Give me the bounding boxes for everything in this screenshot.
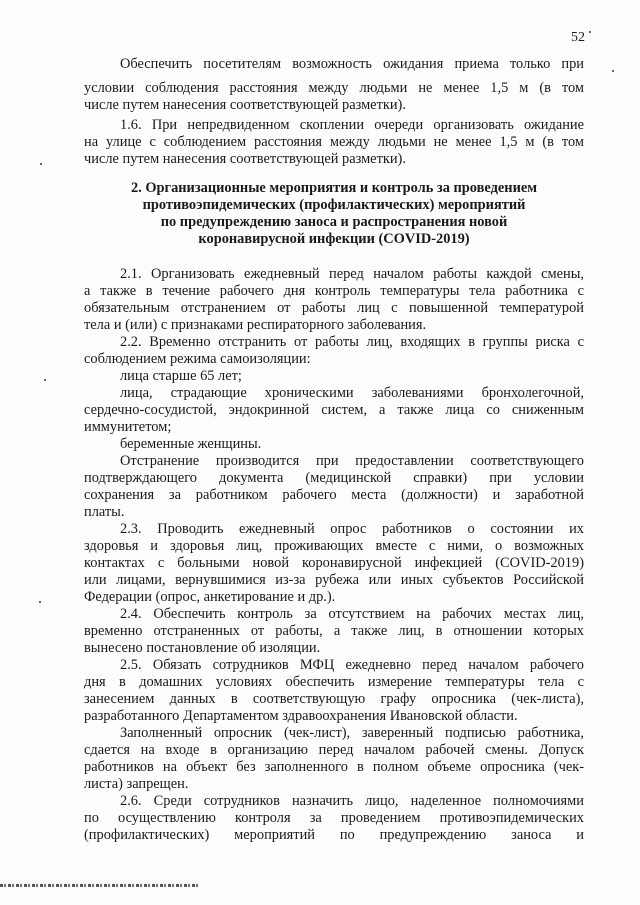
section-heading-line-4: коронавирусной инфекции (COVID-2019)	[198, 231, 470, 247]
text-line: иммунитетом;	[84, 419, 172, 435]
text-line: сердечно-сосудистой, эндокринной систем, а также лица со сниженным	[84, 402, 584, 418]
text-line: 2.1. Организовать ежедневный перед началом работы каждой смены,	[120, 266, 584, 282]
text-line: сохранения за работником рабочего места (должности) и заработной	[84, 487, 584, 503]
page-number: 52	[571, 30, 585, 45]
text-line: лица старше 65 лет;	[120, 368, 242, 384]
text-line: по осуществлению контроля за проведением противоэпидемических	[84, 810, 584, 826]
text-line: контактах с больными новой коронавирусной инфекцией (COVID-2019)	[84, 555, 584, 571]
text-line: 2.3. Проводить ежедневный опрос работников о состоянии их	[120, 521, 584, 537]
section-heading-line-3: по предупреждению заноса и распространения новой	[160, 214, 508, 230]
text-line: листа) запрещен.	[84, 776, 189, 792]
text-line: 2.4. Обеспечить контроль за отсутствием на рабочих местах лиц,	[120, 606, 584, 622]
text-line: 2.2. Временно отстранить от работы лиц, входящих в группы риска с	[120, 334, 584, 350]
text-line: числе путем нанесения соответствующей разметки).	[84, 97, 406, 113]
text-line: условии соблюдения расстояния между людьми не менее 1,5 м (в том	[84, 80, 584, 96]
text-line: Отстранение производится при предоставлении соответствующего	[120, 453, 584, 469]
text-line: Федерации (опрос, анкетирование и др.).	[84, 589, 336, 605]
scan-speck	[612, 70, 614, 72]
text-line: здоровья и здоровья лиц, проживающих вместе с ними, о возможных	[84, 538, 584, 554]
text-line: тела и (или) с признаками респираторного заболевания.	[84, 317, 427, 333]
text-line: соблюдением режима самоизоляции:	[84, 351, 311, 367]
section-heading-line-1: 2. Организационные мероприятия и контроль за проведением	[130, 180, 538, 196]
scan-speck	[40, 163, 42, 165]
text-line: на улице с соблюдением расстояния между людьми не менее 1,5 м (в том	[84, 134, 584, 150]
text-line: разработанного Департаментом здравоохранения Ивановской области.	[84, 708, 518, 724]
text-line: 2.6. Среди сотрудников назначить лицо, наделенное полномочиями	[120, 793, 584, 809]
text-line: беременные женщины.	[120, 436, 262, 452]
text-line: подтверждающего документа (медицинской справки) при условии	[84, 470, 584, 486]
text-line: дня в домашних условиях обеспечить измерение температуры тела с	[84, 674, 584, 690]
text-line: Обеспечить посетителям возможность ожидания приема только при	[120, 56, 584, 72]
text-line: лица, страдающие хроническими заболеваниями бронхолегочной,	[120, 385, 584, 401]
text-line: числе путем нанесения соответствующей разметки).	[84, 151, 406, 167]
text-line: Заполненный опросник (чек-лист), заверенный подписью работника,	[120, 725, 584, 741]
section-heading-line-2: противоэпидемических (профилактических) мероприятий	[142, 197, 526, 213]
text-line: вынесено постановление об изоляции.	[84, 640, 321, 656]
text-line: 1.6. При непредвиденном скоплении очереди организовать ожидание	[120, 117, 584, 133]
text-line: занесением данных в соответствующую графу опросника (чек-листа),	[84, 691, 584, 707]
text-line: платы.	[84, 504, 125, 520]
text-line: работников на объект без заполненного в полном объеме опросника (чек-	[84, 759, 584, 775]
text-line: а также в течение рабочего дня контроль температуры тела работника с	[84, 283, 584, 299]
scan-speck	[589, 31, 591, 33]
text-line: временно отстраненных от работы, а также лиц, в отношении которых	[84, 623, 584, 639]
scan-artifact	[0, 884, 200, 887]
text-line: обязательным отстранением от работы лиц с повышенной температурой	[84, 300, 584, 316]
text-line: (профилактических) мероприятий по предупреждению заноса и	[84, 827, 584, 843]
text-line: или лицами, вернувшимися из-за рубежа или иных субъектов Российской	[84, 572, 584, 588]
scan-speck	[44, 379, 46, 381]
text-line: сдается на входе в организацию перед началом рабочей смены. Допуск	[84, 742, 584, 758]
text-line: 2.5. Обязать сотрудников МФЦ ежедневно перед началом рабочего	[120, 657, 584, 673]
scan-speck	[39, 601, 41, 603]
